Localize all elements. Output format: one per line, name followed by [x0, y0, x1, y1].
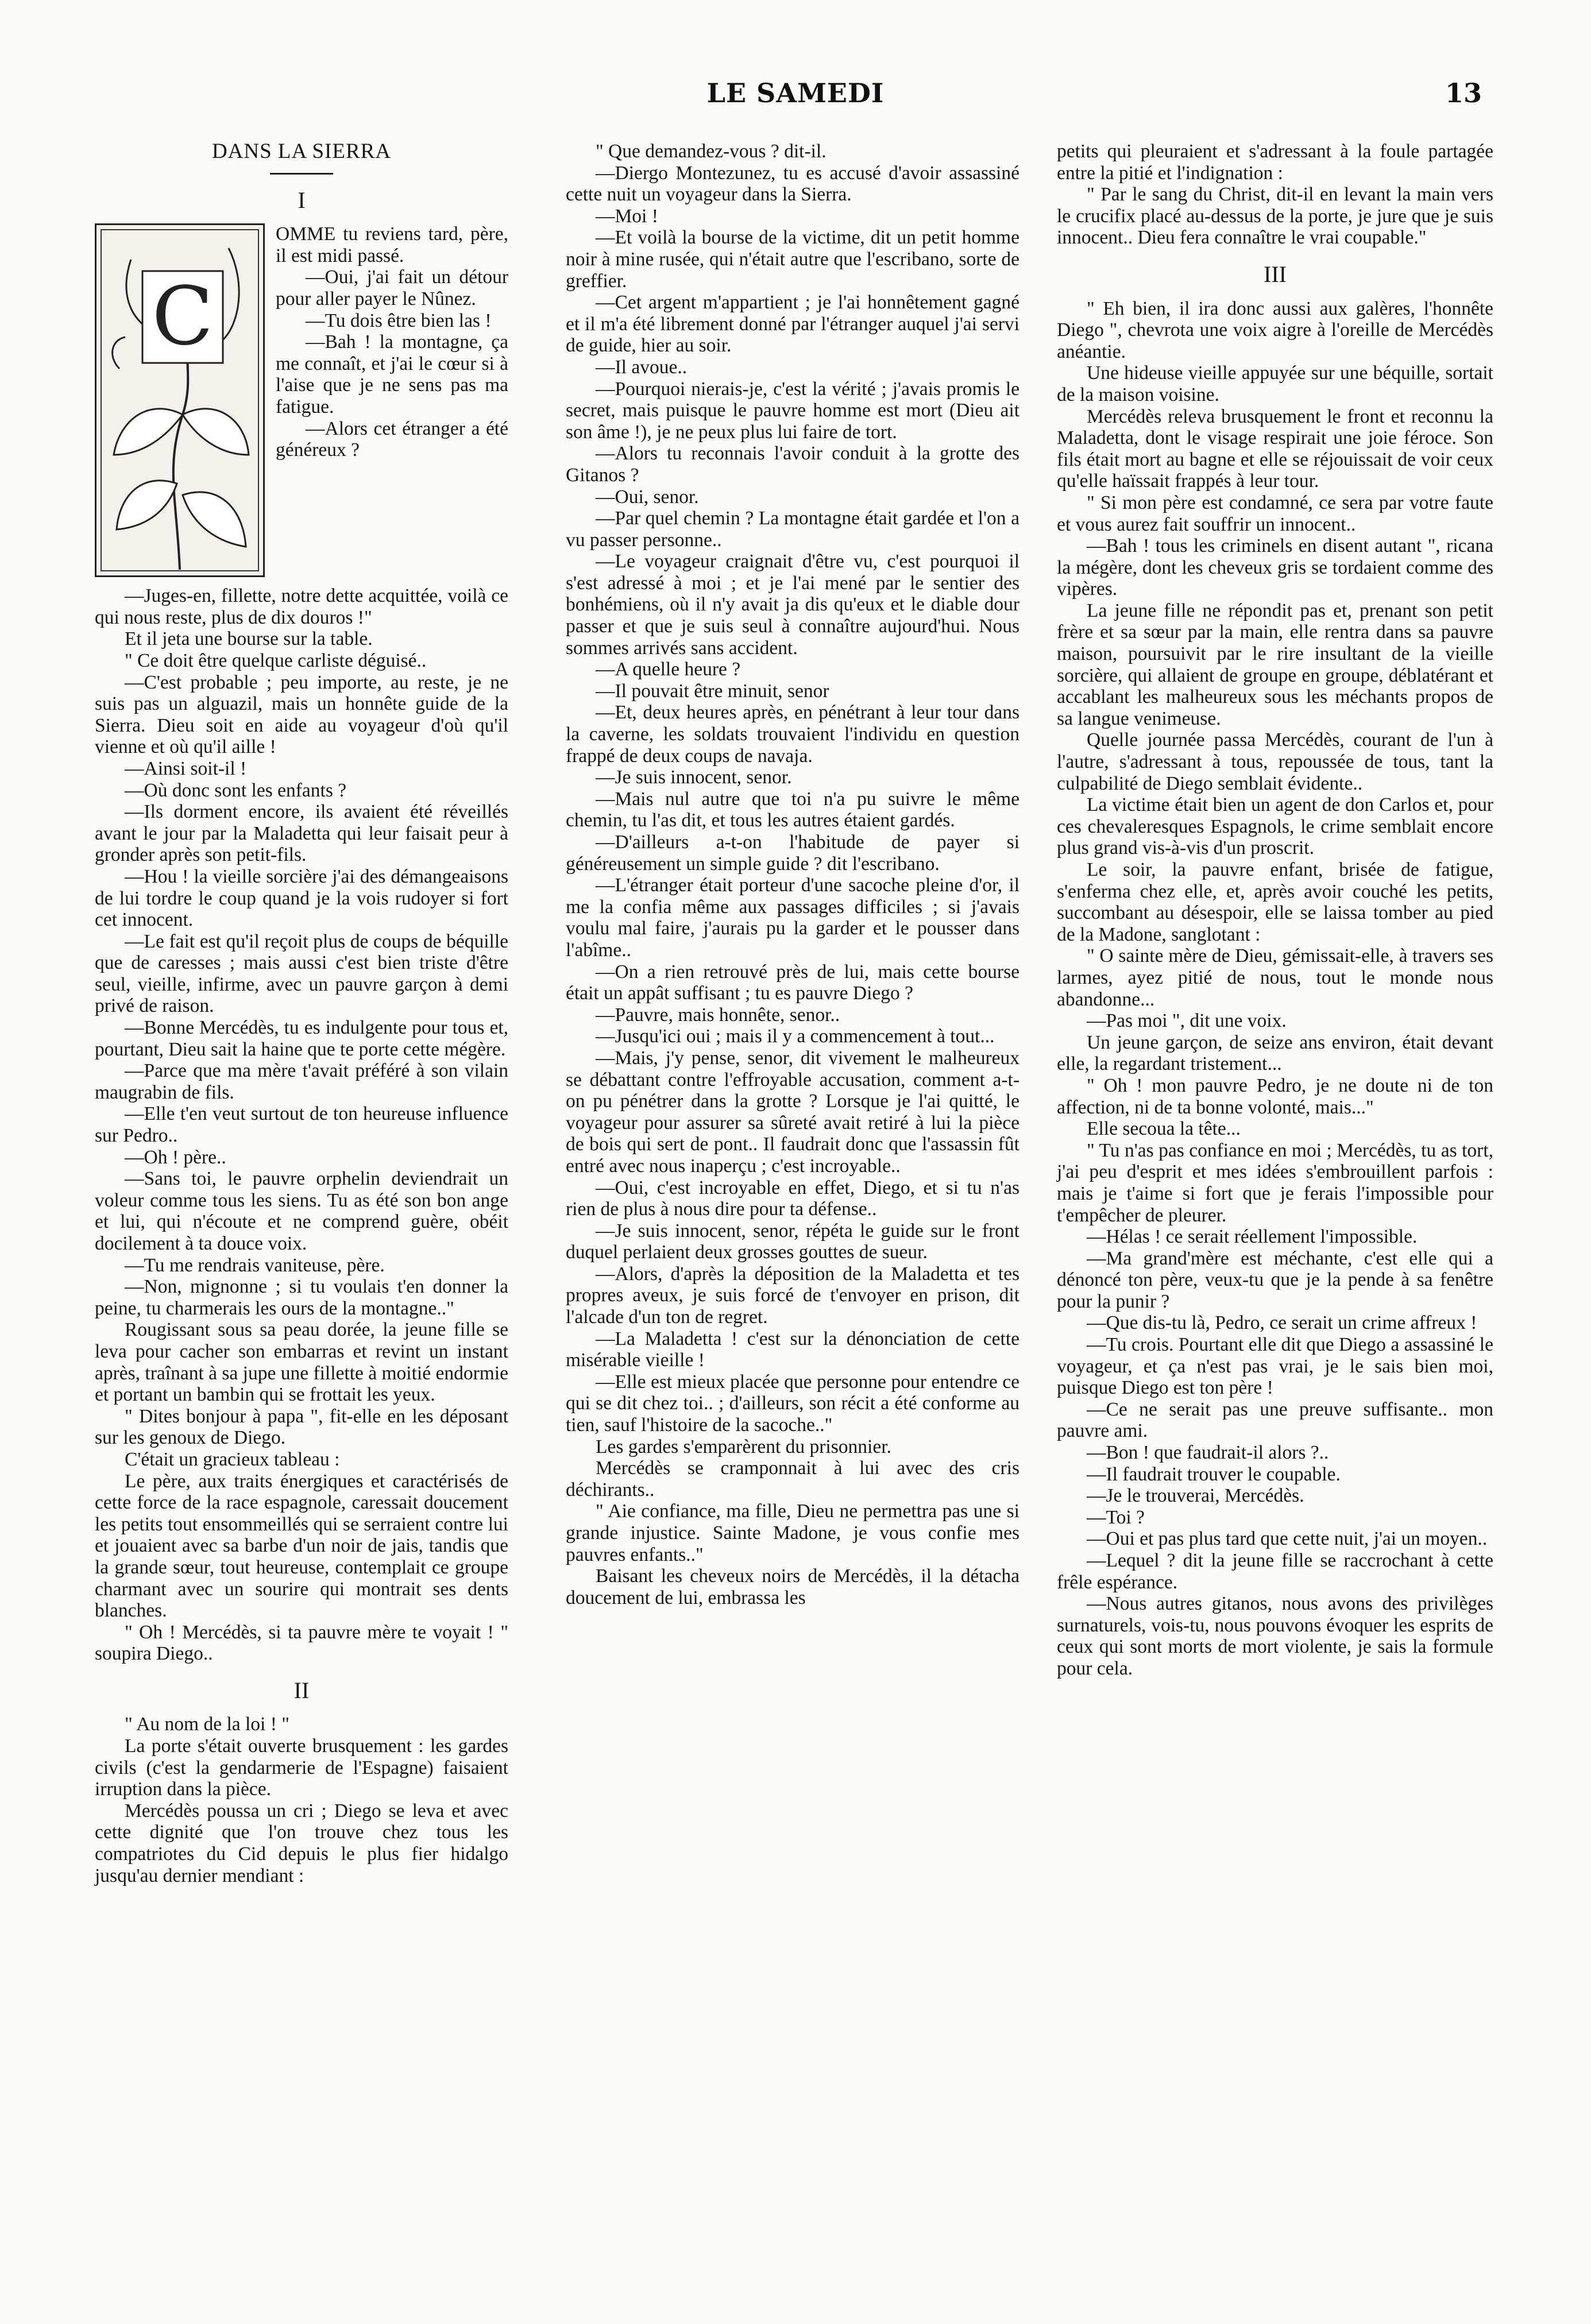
paragraph: —Et voilà la bourse de la victime, dit un petit homme noir à mine rusée, qui n'était autre que l'escribano, sorte de greffier.: [566, 227, 1020, 292]
paragraph: —Hou ! la vieille sorcière j'ai des démangeaisons de lui tordre le coup quand je la vois rudoyer si fort cet innocent.: [95, 865, 508, 931]
paragraph: —Il pouvait être minuit, senor: [596, 680, 829, 702]
paragraph: —Alors tu reconnais l'avoir conduit à la grotte des Gitanos ?: [566, 443, 1020, 486]
paragraph: —Je le trouverai, Mercédès.: [1087, 1485, 1304, 1507]
paragraph: " Oh ! mon pauvre Pedro, je ne doute ni de ton affection, ni de ta bonne volonté, mais...": [1057, 1074, 1493, 1118]
journal-title: LE SAMEDI: [706, 78, 885, 109]
paragraph: Le père, aux traits énergiques et caractérisés de cette force de la race espagnole, caressait doucement les petits tout ensommeillés qui se serraient contre lui et jouaient avec sa barbe d'un noir de jais, tandis que la grande sœur, tout heureuse, contemplait ce groupe charmant avec un sourire qui montrait ses dents blanches.: [95, 1470, 508, 1622]
paragraph: La jeune fille ne répondit pas et, prenant son petit frère et sa sœur par la main, elle rentra dans sa pauvre maison, poursuivit par le rire insultant de la vieille sorcière, qui allaient de groupe en groupe, déblatérant et accablant les malheureux sous les méchants propos de sa langue venimeuse.: [1057, 600, 1493, 729]
paragraph: " Que demandez-vous ? dit-il.: [596, 141, 827, 162]
paragraph: —Oui, c'est incroyable en effet, Diego, et si tu n'as rien de plus à nous dire pour ta défense..: [566, 1177, 1020, 1220]
paragraph: —Pauvre, mais honnête, senor..: [596, 1004, 840, 1026]
ornamental-dropcap: [95, 223, 265, 577]
paragraph: —Parce que ma mère t'avait préféré à son vilain maugrabin de fils.: [95, 1060, 508, 1103]
chapter-heading-1: I: [298, 187, 306, 213]
paragraph: —Il faudrait trouver le coupable.: [1087, 1463, 1341, 1485]
paragraph: La victime était bien un agent de don Carlos et, pour ces chevaleresques Espagnols, le crime semblait encore plus grand vis-à-vis d'un proscrit.: [1057, 794, 1493, 859]
title-rule: [270, 173, 333, 175]
paragraph: Mercédès releva brusquement le front et reconnu la Maladetta, dont le visage respirait une joie féroce. Son fils était mort au bagne et elle se réjouissait de voir ceux qu'elle haïssait frappés à leur tour.: [1057, 405, 1493, 492]
paragraph: —Mais nul autre que toi n'a pu suivre le même chemin, tu l'as dit, et tous les autres étaient gardés.: [566, 788, 1020, 832]
paragraph: Mercédès poussa un cri ; Diego se leva et avec cette dignité que l'on trouve chez tous les compatriotes du Cid depuis le plus fier hidalgo jusqu'au dernier mendiant :: [95, 1800, 508, 1886]
paragraph: —On a rien retrouvé près de lui, mais cette bourse était un appât suffisant ; tu es pauvre Diego ?: [566, 961, 1020, 1004]
paragraph: —Sans toi, le pauvre orphelin deviendrait un voleur comme tous les siens. Tu as été son bon ange et lui, qui n'écoute et ne comprend guère, obéit docilement à ta douce voix.: [95, 1168, 508, 1254]
paragraph: petits qui pleuraient et s'adressant à la foule partagée entre la pitié et l'indignation :: [1057, 141, 1493, 184]
paragraph: Une hideuse vieille appuyée sur une béquille, sortait de la maison voisine.: [1057, 362, 1493, 405]
story-title: DANS LA SIERRA: [211, 140, 392, 163]
paragraph: —Lequel ? dit la jeune fille se raccrochant à cette frêle espérance.: [1057, 1550, 1493, 1593]
paragraph: Baisant les cheveux noirs de Mercédès, il la détacha doucement de lui, embrassa les: [566, 1565, 1020, 1608]
paragraph: —Par quel chemin ? La montagne était gardée et l'on a vu passer personne..: [566, 508, 1020, 551]
paragraph: —Moi !: [596, 205, 658, 227]
paragraph: —Le voyageur craignait d'être vu, c'est pourquoi il s'est adressé à moi ; et je l'ai mené par le sentier des bonhémiens, où il n'y avait ja dis qu'eux et le diable dour passer et que je suis seul à connaître aujourd'hui. Nous sommes arrivés sans accident.: [566, 551, 1020, 659]
paragraph: —Il avoue..: [596, 356, 688, 378]
paragraph: —Tu crois. Pourtant elle dit que Diego a assassiné le voyageur, et ça n'est pas vrai, je le sais bien moi, puisque Diego est ton père !: [1057, 1334, 1493, 1399]
paragraph: —Le fait est qu'il reçoit plus de coups de béquille que de caresses ; mais aussi c'est bien triste d'être seul, vieille, infirme, avec un pauvre garçon à demi privé de raison.: [95, 930, 508, 1017]
paragraph: —Bonne Mercédès, tu es indulgente pour tous et, pourtant, Dieu sait la haine que te porte cette mégère.: [95, 1017, 508, 1060]
paragraph: —Ainsi soit-il !: [125, 757, 247, 779]
paragraph: —Ma grand'mère est méchante, c'est elle qui a dénoncé ton père, veux-tu que je la pende à sa fenêtre pour la punir ?: [1057, 1247, 1493, 1312]
paragraph: " Eh bien, il ira donc aussi aux galères, l'honnête Diego ", chevrota une voix aigre à l'oreille de Mercédès anéantie.: [1057, 297, 1493, 362]
paragraph: " Tu n'as pas confiance en moi ; Mercédès, tu as tort, j'ai peu d'esprit et mes idées s'embrouillent parfois : mais je t'aime si fort que je ferais l'impossible pour t'empêcher de pleurer.: [1057, 1139, 1493, 1226]
paragraph: Rougissant sous sa peau dorée, la jeune fille se leva pour cacher son embarras et revint un instant après, traînant à sa jupe une fillette à moitié endormie et portant un bambin qui se frottait les yeux.: [95, 1319, 508, 1406]
paragraph: Un jeune garçon, de seize ans environ, était devant elle, la regardant tristement...: [1057, 1031, 1493, 1075]
paragraph: Et il jeta une bourse sur la table.: [125, 628, 373, 650]
chapter-heading-2: II: [294, 1677, 310, 1703]
column-1: [95, 141, 508, 1886]
paragraph: —Ce ne serait pas une preuve suffisante.. mon pauvre ami.: [1057, 1398, 1493, 1442]
paragraph: —Non, mignonne ; si tu voulais t'en donner la peine, tu charmerais les ours de la montagne..": [95, 1276, 508, 1319]
paragraph: OMME tu reviens tard, père, il est midi passé.: [276, 223, 508, 266]
paragraph: —Alors cet étranger a été généreux ?: [276, 417, 508, 461]
paragraph: —Je suis innocent, senor.: [596, 767, 792, 788]
running-head: [0, 78, 1591, 118]
paragraph: —Bah ! tous les criminels en disent autant ", ricana la mégère, dont les cheveux gris se tordaient comme des vipères.: [1057, 535, 1493, 600]
paragraph: " Dites bonjour à papa ", fit-elle en les déposant sur les genoux de Diego.: [95, 1405, 508, 1449]
paragraph: —Elle t'en veut surtout de ton heureuse influence sur Pedro..: [95, 1103, 508, 1147]
paragraph: —Oui, j'ai fait un détour pour aller payer le Nûnez.: [276, 266, 508, 310]
paragraph: " Aie confiance, ma fille, Dieu ne permettra pas une si grande injustice. Sainte Madone, je vous confie mes pauvres enfants..": [566, 1501, 1020, 1565]
paragraph: " Ce doit être quelque carliste déguisé..: [125, 649, 427, 671]
paragraph: —Alors, d'après la déposition de la Maladetta et tes propres aveux, je suis forcé de t'envoyer en prison, dit l'alcade d'un ton de regret.: [566, 1263, 1020, 1328]
paragraph: " Par le sang du Christ, dit-il en levant la main vers le crucifix placé au-dessus de la porte, je jure que je suis innocent.. Dieu fera connaître le vrai coupable.": [1057, 184, 1493, 249]
paragraph: —Jusqu'ici oui ; mais il y a commencement à tout...: [596, 1026, 995, 1047]
paragraph: La porte s'était ouverte brusquement : les gardes civils (c'est la gendarmerie de l'Espagne) faisaient irruption dans la pièce.: [95, 1735, 508, 1800]
paragraph: —Cet argent m'appartient ; je l'ai honnêtement gagné et il m'a été librement donné par l'étranger auquel j'ai servi de guide, hier au soir.: [566, 292, 1020, 357]
paragraph: —Ils dorment encore, ils avaient été réveillés avant le jour par la Maladetta qui leur faisait peur à gronder après son petit-fils.: [95, 801, 508, 866]
paragraph: —Pourquoi nierais-je, c'est la vérité ; j'avais promis le secret, mais puisque le pauvre homme est mort (Dieu ait son âme !), je ne peux plus lui faire de tort.: [566, 378, 1020, 443]
column-2: [566, 141, 1020, 1608]
paragraph: " O sainte mère de Dieu, gémissait-elle, à travers ses larmes, ayez pitié de nous, tout le monde nous abandonne...: [1057, 945, 1493, 1010]
paragraph: —Tu dois être bien las !: [306, 310, 492, 331]
paragraph: —A quelle heure ?: [596, 659, 741, 680]
paragraph: C'était un gracieux tableau :: [125, 1448, 340, 1470]
paragraph: —Nous autres gitanos, nous avons des privilèges surnaturels, vois-tu, nous pouvons évoquer les esprits de ceux qui sont morts de mort violente, je sais la formule pour cela.: [1057, 1593, 1493, 1679]
paragraph: —Que dis-tu là, Pedro, ce serait un crime affreux !: [1087, 1312, 1477, 1334]
paragraph: —Toi ?: [1087, 1506, 1145, 1528]
paragraph: —Et, deux heures après, en pénétrant à leur tour dans la caverne, les soldats trouvaient l'individu en question frappé de deux coups de navaja.: [566, 702, 1020, 767]
paragraph: " Oh ! Mercédès, si ta pauvre mère te voyait ! " soupira Diego..: [95, 1621, 508, 1665]
paragraph: —Bon ! que faudrait-il alors ?..: [1087, 1442, 1329, 1464]
paragraph: —Pas moi ", dit une voix.: [1087, 1010, 1287, 1032]
paragraph: —La Maladetta ! c'est sur la dénonciation de cette misérable vieille !: [566, 1328, 1020, 1371]
paragraph: —Oui et pas plus tard que cette nuit, j'ai un moyen..: [1087, 1528, 1488, 1550]
column-3: [1057, 141, 1493, 1680]
dropcap-letter: C: [152, 270, 214, 364]
paragraph: —Hélas ! ce serait réellement l'impossible.: [1087, 1226, 1418, 1248]
paragraph: —C'est probable ; peu importe, au reste, je ne suis pas un alguazil, mais un honnête guide de la Sierra. Dieu soit en aide au voyageur d'où qu'il vienne et où qu'il aille !: [95, 671, 508, 758]
paragraph: —Mais, j'y pense, senor, dit vivement le malheureux se débattant contre l'effroyable accusation, comment a-t-on pu pénétrer dans la grotte ? Lorsque je l'ai quitté, le voyageur pour assurer sa sûreté avait retiré à lui la pièce de bois qui sert de pont.. Il faudrait donc que l'assassin fût entré avec nous inaperçu ; c'est incroyable..: [566, 1047, 1020, 1177]
paragraph: Quelle journée passa Mercédès, courant de l'un à l'autre, s'adressant à tous, repoussée de tous, tant la culpabilité de Diego semblait évidente..: [1057, 729, 1493, 794]
chapter-heading-3: III: [1264, 261, 1287, 287]
paragraph: —Elle est mieux placée que personne pour entendre ce qui se dit chez toi.. ; d'ailleurs, son récit a été conforme au tien, sauf l'histoire de la sacoche..": [566, 1371, 1020, 1436]
paragraph: —D'ailleurs a-t-on l'habitude de payer si généreusement un simple guide ? dit l'escribano.: [566, 832, 1020, 875]
paragraph: —Où donc sont les enfants ?: [125, 779, 347, 801]
paragraph: " Si mon père est condamné, ce sera par votre faute et vous aurez fait souffrir un innocent..: [1057, 492, 1493, 535]
opening-block: [95, 223, 508, 585]
paragraph: Les gardes s'emparèrent du prisonnier.: [596, 1436, 891, 1457]
paragraph: —Oui, senor.: [596, 486, 699, 508]
paragraph: —Je suis innocent, senor, répéta le guide sur le front duquel perlaient deux grosses gouttes de sueur.: [566, 1220, 1020, 1263]
page-number: 13: [1445, 78, 1482, 109]
paragraph: —Tu me rendrais vaniteuse, père.: [125, 1254, 385, 1276]
paragraph: Mercédès se cramponnait à lui avec des cris déchirants..: [566, 1457, 1020, 1501]
paragraph: Le soir, la pauvre enfant, brisée de fatigue, s'enferma chez elle, et, après avoir couché les petits, succombant au désespoir, elle se laissa tomber au pied de la Madone, sanglotant :: [1057, 859, 1493, 945]
paragraph: —Diergo Montezunez, tu es accusé d'avoir assassiné cette nuit un voyageur dans la Sierra.: [566, 162, 1020, 206]
paragraph: —Bah ! la montagne, ça me connaît, et j'ai le cœur si à l'aise que je ne sens pas ma fatigue.: [276, 331, 508, 417]
paragraph: —L'étranger était porteur d'une sacoche pleine d'or, il me la confia même aux passages difficiles ; si j'avais voulu mal faire, j'aurais pu la garder et le pousser dans l'abîme..: [566, 875, 1020, 961]
paragraph: " Au nom de la loi ! ": [125, 1714, 289, 1735]
paragraph: Elle secoua la tête...: [1087, 1118, 1241, 1140]
paragraph: —Oh ! père..: [125, 1146, 226, 1168]
opening-text: [276, 223, 508, 461]
paragraph: —Juges-en, fillette, notre dette acquittée, voilà ce qui nous reste, plus de dix douros !": [95, 585, 508, 628]
